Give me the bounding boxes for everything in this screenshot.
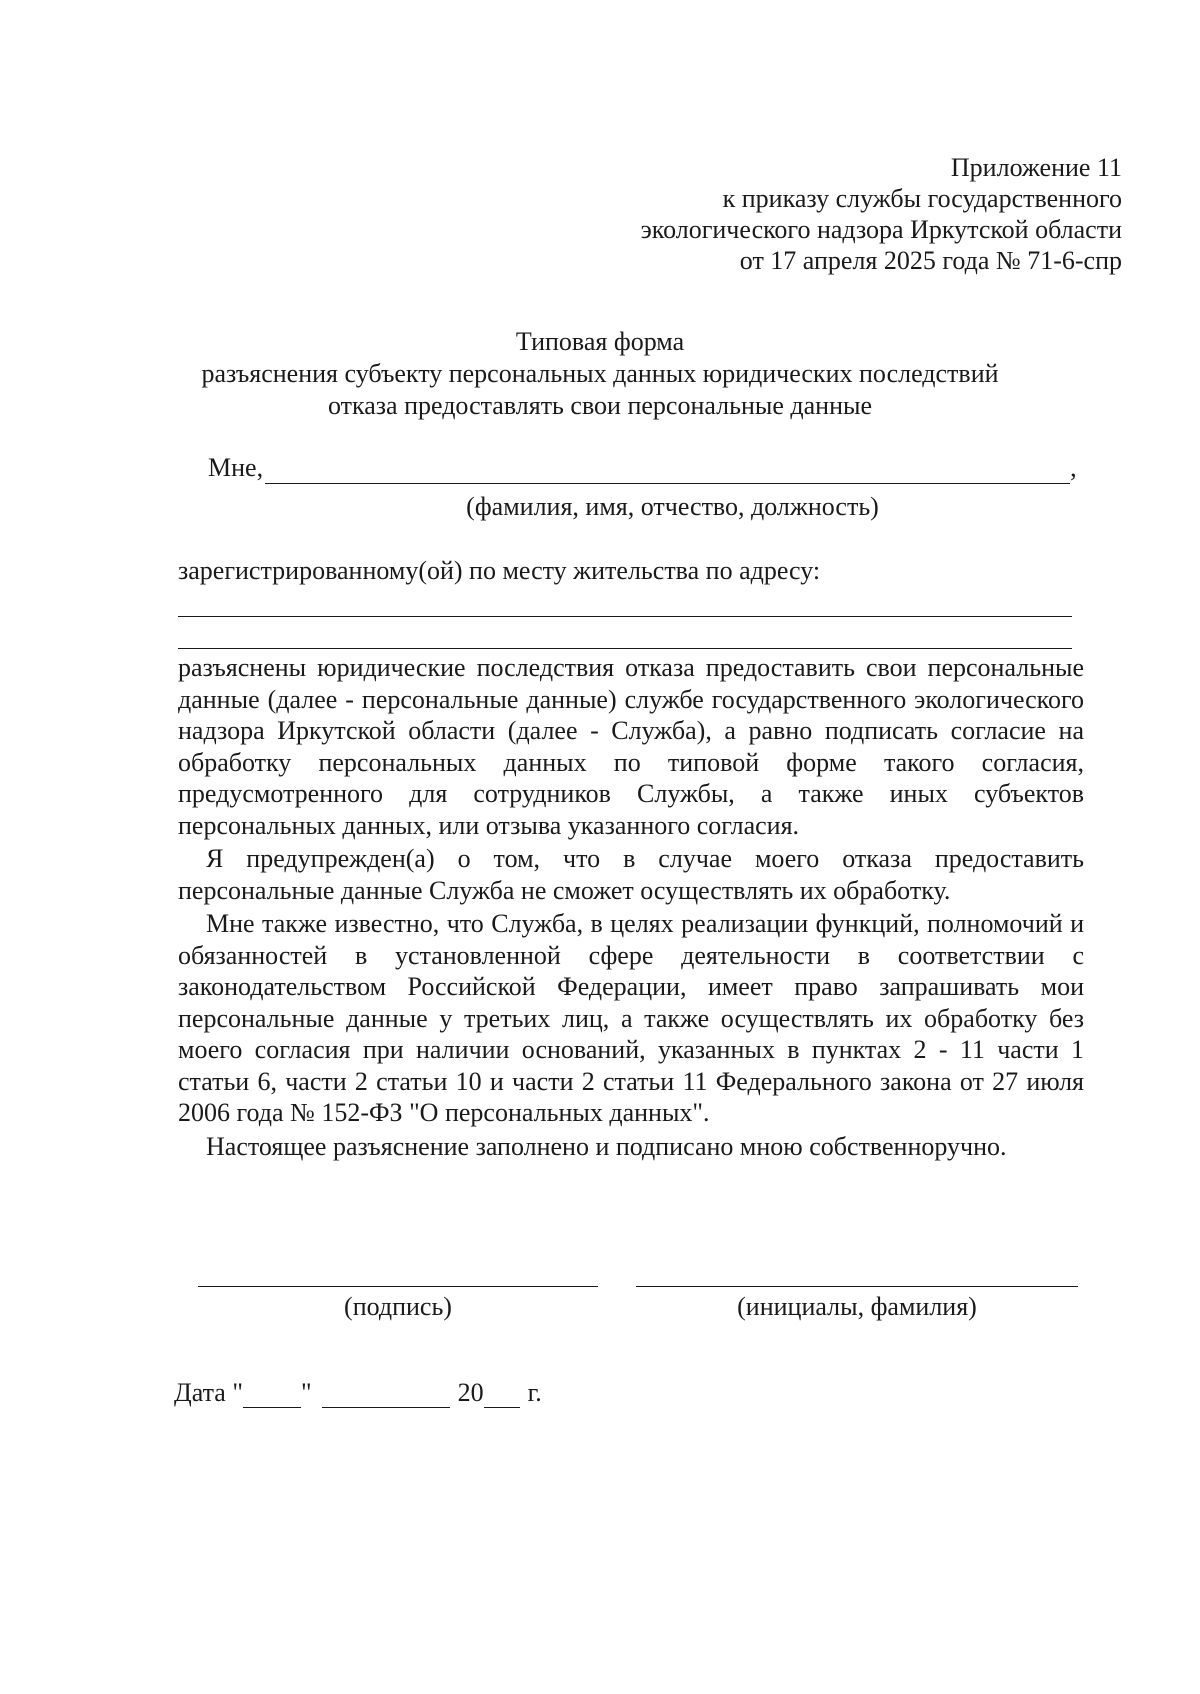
body-text (178, 652, 1084, 1164)
document-title (0, 326, 1200, 422)
date-label: Дата " (174, 1378, 243, 1407)
body-paragraph-1: разъяснены юридические последствия отказа предоставить свои персональные данные (далее - персональные данные) службе государственного экологического надзора Иркутской области (далее - Служба), а равно подписать согласие на обработку персональных данных по типовой форме такого согласия, предусмотренного для сотрудников Службы, а также иных субъектов персональных данных, или отзыва указанного согласия. (178, 653, 1084, 840)
body-paragraph-3: Мне также известно, что Служба, в целях реализации функций, полномочий и обязанностей в установленной сфере деятельности в соответствии с законодательством Российской Федерации, имеет право запрашивать мои персональные данные у третьих лиц, а также осуществлять их обработку без моего согласия при наличии оснований, указанных в пунктах 2 - 11 части 1 статьи 6, части 2 статьи 10 и части 2 статьи 11 Федерального закона от 27 июля 2006 года № 152-ФЗ "О персональных данных". (178, 909, 1084, 1127)
title-line-3: отказа предоставлять свои персональные данные (327, 391, 873, 420)
signature-blank-line[interactable] (198, 1286, 598, 1287)
date-month-blank[interactable] (322, 1383, 450, 1408)
approval-line-2: к приказу службы государственного (722, 184, 1122, 213)
initials-caption: (инициалы, фамилия) (737, 1292, 977, 1321)
date-row (174, 1378, 542, 1408)
title-line-2: разъяснения субъекту персональных данных юридических последствий (201, 359, 999, 388)
date-year-blank[interactable] (484, 1383, 520, 1408)
date-quote-close: " (300, 1378, 312, 1407)
approval-line-1: Приложение 11 (950, 153, 1122, 182)
approval-line-4: от 17 апреля 2025 года № 71-6-спр (739, 246, 1122, 275)
title-line-1: Типовая форма (515, 327, 685, 356)
address-blank-line-2[interactable] (178, 648, 1072, 649)
address-blank-line-1[interactable] (178, 616, 1072, 617)
body-paragraph-4: Настоящее разъяснение заполнено и подписано мною собственноручно. (206, 1131, 1007, 1161)
approval-line-3: экологического надзора Иркутской области (640, 215, 1122, 244)
approval-block (641, 152, 1122, 276)
initials-blank-line[interactable] (636, 1286, 1078, 1287)
date-year-prefix: 20 (457, 1378, 484, 1407)
fio-comma: , (1070, 453, 1077, 482)
date-year-suffix: г. (527, 1378, 542, 1407)
registered-label: зарегистрированному(ой) по месту жительства по адресу: (178, 556, 821, 585)
fio-field-row (208, 452, 1077, 484)
date-day-blank[interactable] (243, 1383, 301, 1408)
fio-caption: (фамилия, имя, отчество, должность) (466, 492, 879, 521)
body-paragraph-2: Я предупрежден(а) о том, что в случае моего отказа предоставить персональные данные Служба не сможет осуществлять их обработку. (178, 844, 1084, 905)
fio-blank-line[interactable] (265, 457, 1070, 484)
signature-caption: (подпись) (344, 1292, 452, 1321)
me-label: Мне, (208, 453, 264, 482)
